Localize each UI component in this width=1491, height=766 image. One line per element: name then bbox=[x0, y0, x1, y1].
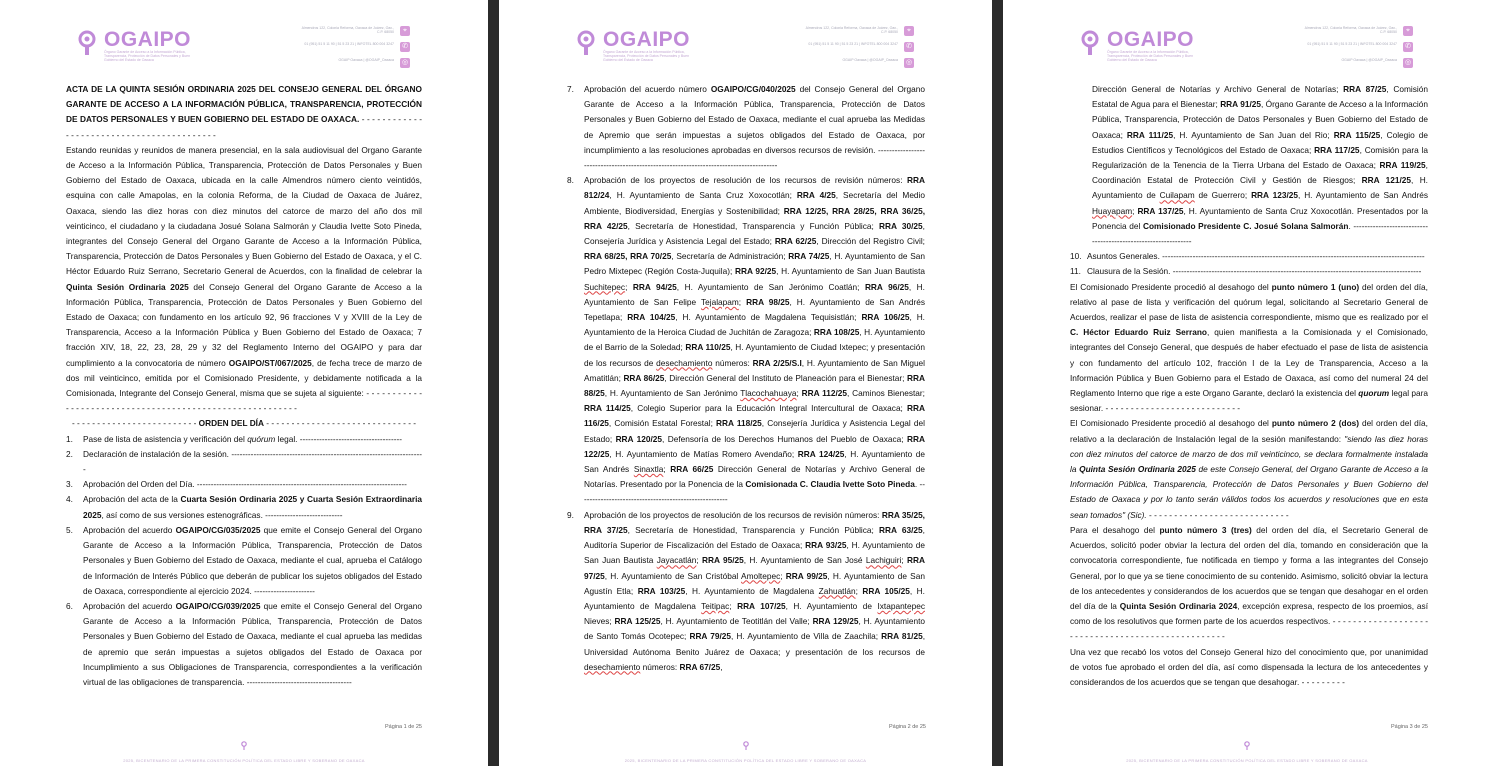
intro-paragraph: Estando reunidas y reunidos de manera presencial, en la sala audiovisual del Organo Garante de Acceso a la Información Pública, Transparencia, Protección de Datos Personales y Buen Gobierno del Estado de Oaxaca, ubicada en la calle Almendros número ciento veintidós, esquina con calle Amapolas, en la colonia Reforma, de la Ciudad de Oaxaca de Juárez, Oaxaca, siendo las diez horas con diez minutos del catorce de marzo del año dos mil veinticinco, el ciudadano y la ciudadana Josué Solana Salmorán y Claudia Ivette Soto Pineda, integrantes del Consejo General del Organo Garante de Acceso a la Información Pública, Transparencia, Protección de Datos Personales y Buen Gobierno del Estado de Oaxaca, y el C. Héctor Eduardo Ruiz Serrano, Secretario General de Acuerdos, con la finalidad de celebrar la Quinta Sesión Ordinaria 2025 del Consejo General del Organo Garante de Acceso a la Información Pública, Transparencia, Protección de Datos Personales y Buen Gobierno del Estado de Oaxaca; con fundamento en los artículo 92, 96 fracciones V y XVIII de la Ley de Transparencia, Acceso a la Información Pública y Buen Gobierno del Estado de Oaxaca; 7 fracción XIV, 18, 22, 23, 28, 29 y 32 del Reglamento Interno del OGAIPO y para dar cumplimiento a la convocatoria de número OGAIPO/ST/067/2025, de fecha trece de marzo de dos mil veinticinco, emitida por el Comisionado Presidente, y debidamente notificada a la Comisionada, Integrante del Consejo General, misma que se sujeta al siguiente: - - - - - - - - - - - - - - - - - - - - - - - - - - - - - - - - - - - - - - - - - - - - - - - - - - - - - - - - - bbox=[66, 144, 422, 414]
document-page-2 bbox=[499, 0, 992, 766]
agenda-item-10: 10. Asuntos Generales. ----------------------------------------------------------------------------------------------- bbox=[1070, 251, 1425, 262]
agenda-item-7: 7. Aprobación del acuerdo número OGAIPO/CG/040/2025 del Consejo General del Organo Garante de Acceso a la Información Pública, Transparencia, Protección de Datos Personales y Buen Gobierno del Estado de Oaxaca, mediante el cual aprueba las Medidas de Apremio que serán impuestas a sujetos obligados del Estado de Oaxaca, por incumplimiento a las resoluciones aprobadas en diversos recursos de revisión. --------------------------------------------------------------------------------------- bbox=[567, 84, 925, 171]
address-text: Almendros 122, Colonia Reforma, Oaxaca de Juárez, Oax., C.P. 68050 bbox=[805, 26, 898, 34]
social-text: OGAIP Oaxaca | @OGAIP_Oaxaca bbox=[1341, 58, 1397, 62]
agenda-item-6: 6. Aprobación del acuerdo OGAIPO/CG/039/2025 que emite el Consejo General del Organo Garante de Acceso a la Información Pública, Transparencia, Protección de Datos Personales y Buen Gobierno del Estado de Oaxaca, mediante el cual aprueba las medidas de apremio que serán impuestas a sujetos obligados del Estado de Oaxaca por Incumplimiento a sus Obligaciones de Transparencia, correspondientes a la verificación virtual de las obligaciones de transparencia. -------------------------------------- bbox=[66, 600, 422, 687]
footer-text: 2025, BICENTENARIO DE LA PRIMERA CONSTITUCIÓN POLÍTICA DEL ESTADO LIBRE Y SOBERANO DE OAXACA bbox=[123, 758, 365, 763]
brand-subtitle: Órgano Garante de Acceso a la Información Pública, Transparencia, Protección de Datos Personales y Buen Gobierno del Estado de Oaxaca bbox=[1107, 50, 1194, 62]
instagram-icon: ◎ bbox=[905, 59, 913, 66]
social-text: OGAIP Oaxaca | @OGAIP_Oaxaca bbox=[338, 58, 394, 62]
instagram-icon: ◎ bbox=[1404, 59, 1412, 66]
phone-text: 01 (951) 51 5 11 90 | 51 5 23 21 | INFOTEL 800 004 3247 bbox=[1307, 42, 1397, 46]
map-pin-icon: ⌖ bbox=[1403, 26, 1413, 36]
ogaipo-logo bbox=[1081, 28, 1341, 62]
phone-icon: ✆ bbox=[904, 42, 914, 52]
agenda-list bbox=[66, 432, 422, 690]
ogaipo-logo bbox=[577, 28, 837, 62]
page-header bbox=[499, 26, 992, 66]
document-page-1 bbox=[0, 0, 488, 766]
social-text: OGAIP Oaxaca | @OGAIP_Oaxaca bbox=[842, 58, 898, 62]
phone-text: 01 (951) 51 5 11 90 | 51 5 23 21 | INFOTEL 800 004 3247 bbox=[808, 42, 898, 46]
ogaipo-logo bbox=[78, 28, 338, 62]
page-header bbox=[0, 26, 488, 66]
page-number: Página 1 de 25 bbox=[384, 724, 422, 730]
footer-pin-icon bbox=[743, 741, 749, 750]
acta-title: ACTA DE LA QUINTA SESIÓN ORDINARIA 2025 DEL CONSEJO GENERAL DEL ÓRGANO GARANTE DE ACCESO A LA INFORMACIÓN PÚBLICA, TRANSPARENCIA, PROTECCIÓN DE DATOS PERSONALES Y BUEN GOBIERNO DEL ESTADO DE OAXACA. - - - - - - - - - - - - - - - - - - - - - - - - - - - - - - - - - - - - - - - - - - bbox=[66, 84, 422, 140]
page-footer bbox=[0, 737, 488, 766]
agenda-item-5: 5. Aprobación del acuerdo OGAIPO/CG/035/2025 que emite el Consejo General del Organo Garante de Acceso a la Información Pública, Transparencia, Protección de Datos Personales y Buen Gobierno del Estado de Oaxaca, mediante el cual, aprueba el Catálogo de Información de Interés Público que deberán de publicar los sujetos obligados del Estado de Oaxaca, correspondiente al ejercicio 2024. ---------------------- bbox=[66, 524, 422, 596]
page-body bbox=[1070, 82, 1428, 690]
location-pin-icon bbox=[78, 30, 96, 56]
instagram-icon: ◎ bbox=[401, 59, 409, 66]
agenda-item-1: 1. Pase de lista de asistencia y verificación del quórum legal. ------------------------------------- bbox=[66, 433, 403, 444]
header-contact bbox=[804, 26, 914, 74]
agenda-item-8: 8. Aprobación de los proyectos de resolución de los recursos de revisión números: RRA 812/24, H. Ayuntamiento de Santa Cruz Xoxocotlán; RRA 4/25, Secretaría del Medio Ambiente, Biodiversidad, Energías y Sostenibilidad; RRA 12/25, RRA 28/25, RRA 36/25, RRA 42/25, Secretaría de Honestidad, Transparencia y Función Pública; RRA 30/25, Consejería Jurídica y Asistencia Legal del Estado; RRA 62/25, Dirección del Registro Civil; RRA 68/25, RRA 70/25, Secretaría de Administración; RRA 74/25, H. Ayuntamiento de San Pedro Mixtepec (Región Costa-Juquila); RRA 92/25, H. Ayuntamiento de San Juan Bautista Suchitepec; RRA 94/25, H. Ayuntamiento de San Jerónimo Coatlán; RRA 96/25, H. Ayuntamiento de San Felipe Tejalapam; RRA 98/25, H. Ayuntamiento de San Andrés Tepetlapa; RRA 104/25, H. Ayuntamiento de Magdalena Tequisistlán; RRA 106/25, H. Ayuntamiento de la Heroica Ciudad de Juchitán de Zaragoza; RRA 108/25, H. Ayuntamiento de el Barrio de la Soledad; RRA 110/25, H. Ayuntamiento de Ciudad Ixtepec; y presentación de los recursos de desechamiento números: RRA 2/25/S.I, H. Ayuntamiento de San Miguel Amatitlán; RRA 86/25, Dirección General del Instituto de Planeación para el Bienestar; RRA 88/25, H. Ayuntamiento de San Jerónimo Tlacochahuaya; RRA 112/25, Caminos Bienestar; RRA 114/25, Colegio Superior para la Educación Integral Intercultural de Oaxaca; RRA 116/25, Comisión Estatal Forestal; RRA 118/25, Consejería Jurídica y Asistencia Legal del Estado; RRA 120/25, Defensoría de los Derechos Humanos del Pueblo de Oaxaca; RRA 122/25, H. Ayuntamiento de Matías Romero Avendaño; RRA 124/25, H. Ayuntamiento de San Andrés Sinaxtla; RRA 66/25 Dirección General de Notarías y Archivo General de Notarías. Presentado por la Ponencia de la Comisionada C. Claudia Ivette Soto Pineda. ------------------------------------------------------ bbox=[567, 175, 926, 505]
brand-subtitle: Órgano Garante de Acceso a la Información Pública, Transparencia, Protección de Datos Personales y Buen Gobierno del Estado de Oaxaca bbox=[603, 50, 690, 62]
footer-text: 2025, BICENTENARIO DE LA PRIMERA CONSTITUCIÓN POLÍTICA DEL ESTADO LIBRE Y SOBERANO DE OAXACA bbox=[1126, 758, 1368, 763]
location-pin-icon bbox=[577, 30, 595, 56]
agenda-list bbox=[1070, 249, 1428, 279]
point-3-paragraph: Para el desahogo del punto número 3 (tres) del orden del día, el Secretario General de Acuerdos, solicitó poder obviar la lectura del orden del día, tomando en consideración que la convocatoria correspondiente, fue notificada en tiempo y forma a las integrantes del Consejo General, por lo que ya se tiene conocimiento de su contenido. Asimismo, solicitó obviar la lectura de los antecedentes y considerandos de los acuerdos que se tengan que desahogar en el orden del día de la Quinta Sesión Ordinaria 2024, excepción expresa, respecto de los proemios, así como de los resolutivos que formen parte de los acuerdos respectivos. - - - - - - - - - - - - - - - - - - - - - - - - - - - - - - - - - - - - - - - - - - - - - - - - - - bbox=[1070, 524, 1429, 642]
page-header bbox=[1003, 26, 1491, 66]
page-body bbox=[567, 82, 925, 675]
point-1-paragraph: El Comisionado Presidente procedió al desahogo del punto número 1 (uno) del orden del día, relativo al pase de lista y verificación del quórum legal, solicitando al Secretario General de Acuerdos, realizar el pase de lista de asistencia correspondiente, mismo que es realizado por el C. Héctor Eduardo Ruiz Serrano, quien manifiesta a la Comisionada y el Comisionado, integrantes del Consejo General, que después de haber efectuado el pase de lista de asistencia y con fundamento del artículo 102, fracción I de la Ley de Transparencia, Acceso a la Información Pública y Buen Gobierno para el Estado de Oaxaca, así como del numeral 24 del Reglamento Interno que rige a este Organo Garante, declaró la existencia del quorum legal para sesionar. - - - - - - - - - - - - - - - - - - - - - - - - - - - bbox=[1070, 281, 1428, 414]
agenda-item-4: 4. Aprobación del acta de la Cuarta Sesión Ordinaria 2025 y Cuarta Sesión Extraordinaria 2025, así como de sus versiones estenográficas. ---------------------------- bbox=[66, 494, 422, 520]
brand-name: OGAIPO bbox=[1107, 28, 1195, 51]
map-pin-icon: ⌖ bbox=[400, 26, 410, 36]
brand-subtitle: Órgano Garante de Acceso a la Información Pública, Transparencia, Protección de Datos Personales y Buen Gobierno del Estado de Oaxaca bbox=[104, 50, 191, 62]
address-text: Almendros 122, Colonia Reforma, Oaxaca de Juárez, Oax., C.P. 68050 bbox=[1304, 26, 1397, 34]
point-2-paragraph: El Comisionado Presidente procedió al desahogo del punto número 2 (dos) del orden del día, relativo a la declaración de Instalación legal de la sesión manifestando: "siendo las diez horas con diez minutos del catorce de marzo de dos mil veinticinco, se declara formalmente instalada la Quinta Sesión Ordinaria 2025 de este Consejo General, del Organo Garante de Acceso a la Información Pública, Transparencia, Protección de Datos Personales y Buen Gobierno del Estado de Oaxaca y por lo tanto serán válidos todos los acuerdos y resoluciones que en esta sean tomados" (Sic). - - - - - - - - - - - - - - - - - - - - - - - - - - - - bbox=[1070, 418, 1429, 520]
phone-text: 01 (951) 51 5 11 90 | 51 5 23 21 | INFOTEL 800 004 3247 bbox=[304, 42, 394, 46]
orden-del-dia-heading: - - - - - - - - - - - - - - - - - - - - - - - - - ORDEN DEL DÍA - - - - - - - - - - - - - - - - - - - - - - - - - - - - - - bbox=[71, 418, 417, 429]
header-contact bbox=[1303, 26, 1413, 74]
header-contact bbox=[300, 26, 410, 74]
agenda-item-9: 9. Aprobación de los proyectos de resolución de los recursos de revisión números: RRA 35/25, RRA 37/25, Secretaría de Honestidad, Transparencia y Función Pública; RRA 63/25, Auditoría Superior de Fiscalización del Estado de Oaxaca; RRA 93/25, H. Ayuntamiento de San Juan Bautista Jayacatlán; RRA 95/25, H. Ayuntamiento de San José Lachiguiri; RRA 97/25, H. Ayuntamiento de San Cristóbal Amoltepec; RRA 99/25, H. Ayuntamiento de San Agustín Etla; RRA 103/25, H. Ayuntamiento de Magdalena Zahuatlán; RRA 105/25, H. Ayuntamiento de Magdalena Teitipac; RRA 107/25, H. Ayuntamiento de Ixtapantepec Nieves; RRA 125/25, H. Ayuntamiento de Teotitlán del Valle; RRA 129/25, H. Ayuntamiento de Santo Tomás Ocotepec; RRA 79/25, H. Ayuntamiento de Villa de Zaachila; RRA 81/25, Universidad Autónoma Benito Juárez de Oaxaca; y presentación de los recursos de desechamiento números: RRA 67/25, bbox=[567, 509, 925, 672]
vote-paragraph: Una vez que recabó los votos del Consejo General hizo del conocimiento que, por unanimidad de votos fue aprobado el orden del día, así como dispensada la lectura de los antecedentes y considerandos de los acuerdos que se tengan que desahogar. - - - - - - - - - bbox=[1070, 646, 1428, 687]
footer-text: 2025, BICENTENARIO DE LA PRIMERA CONSTITUCIÓN POLÍTICA DEL ESTADO LIBRE Y SOBERANO DE OAXACA bbox=[624, 758, 867, 763]
phone-icon: ✆ bbox=[1403, 42, 1413, 52]
agenda-list bbox=[567, 82, 925, 675]
brand-name: OGAIPO bbox=[104, 28, 192, 51]
page-number: Página 3 de 25 bbox=[1390, 724, 1428, 730]
agenda-item-3: 3. Aprobación del Orden del Día. ---------------------------------------------------------------------------- bbox=[66, 479, 407, 490]
agenda-item-2: 2. Declaración de instalación de la sesión. ---------------------------------------------------------------------- bbox=[66, 448, 422, 475]
document-page-3 bbox=[1003, 0, 1491, 766]
footer-pin-icon bbox=[241, 741, 247, 750]
agenda-item-11: 11. Clausura de la Sesión. ------------------------------------------------------------------------------------------ bbox=[1070, 266, 1422, 277]
brand-name: OGAIPO bbox=[603, 28, 691, 51]
map-pin-icon: ⌖ bbox=[904, 26, 914, 36]
phone-icon: ✆ bbox=[400, 42, 410, 52]
page-footer bbox=[499, 737, 992, 766]
page-footer bbox=[1003, 737, 1491, 766]
page-body bbox=[66, 82, 422, 690]
agenda-item-9-continued: Dirección General de Notarías y Archivo General de Notarías; RRA 87/25, Comisión Estatal de Agua para el Bienestar; RRA 91/25, Órgano Garante de Acceso a la Información Pública, Transparencia, Protección de Datos Personales y Buen Gobierno del Estado de Oaxaca; RRA 111/25, H. Ayuntamiento de San Juan del Rio; RRA 115/25, Colegio de Estudios Científicos y Tecnológicos del Estado de Oaxaca; RRA 117/25, Comisión para la Regularización de la Tenencia de la Tierra Urbana del Estado de Oaxaca; RRA 119/25, Coordinación Estatal de Protección Civil y Gestión de Riesgos; RRA 121/25, H. Ayuntamiento de Cuilapam de Guerrero; RRA 123/25, H. Ayuntamiento de San Andrés Huayapam; RRA 137/25, H. Ayuntamiento de Santa Cruz Xoxocotlán. Presentados por la Ponencia del Comisionado Presidente C. Josué Solana Salmorán. --------------------------------------------------------------- bbox=[1092, 84, 1429, 247]
page-number: Página 2 de 25 bbox=[888, 724, 926, 730]
footer-pin-icon bbox=[1244, 741, 1250, 750]
location-pin-icon bbox=[1081, 30, 1099, 56]
address-text: Almendros 122, Colonia Reforma, Oaxaca de Juárez, Oax., C.P. 68050 bbox=[301, 26, 394, 34]
